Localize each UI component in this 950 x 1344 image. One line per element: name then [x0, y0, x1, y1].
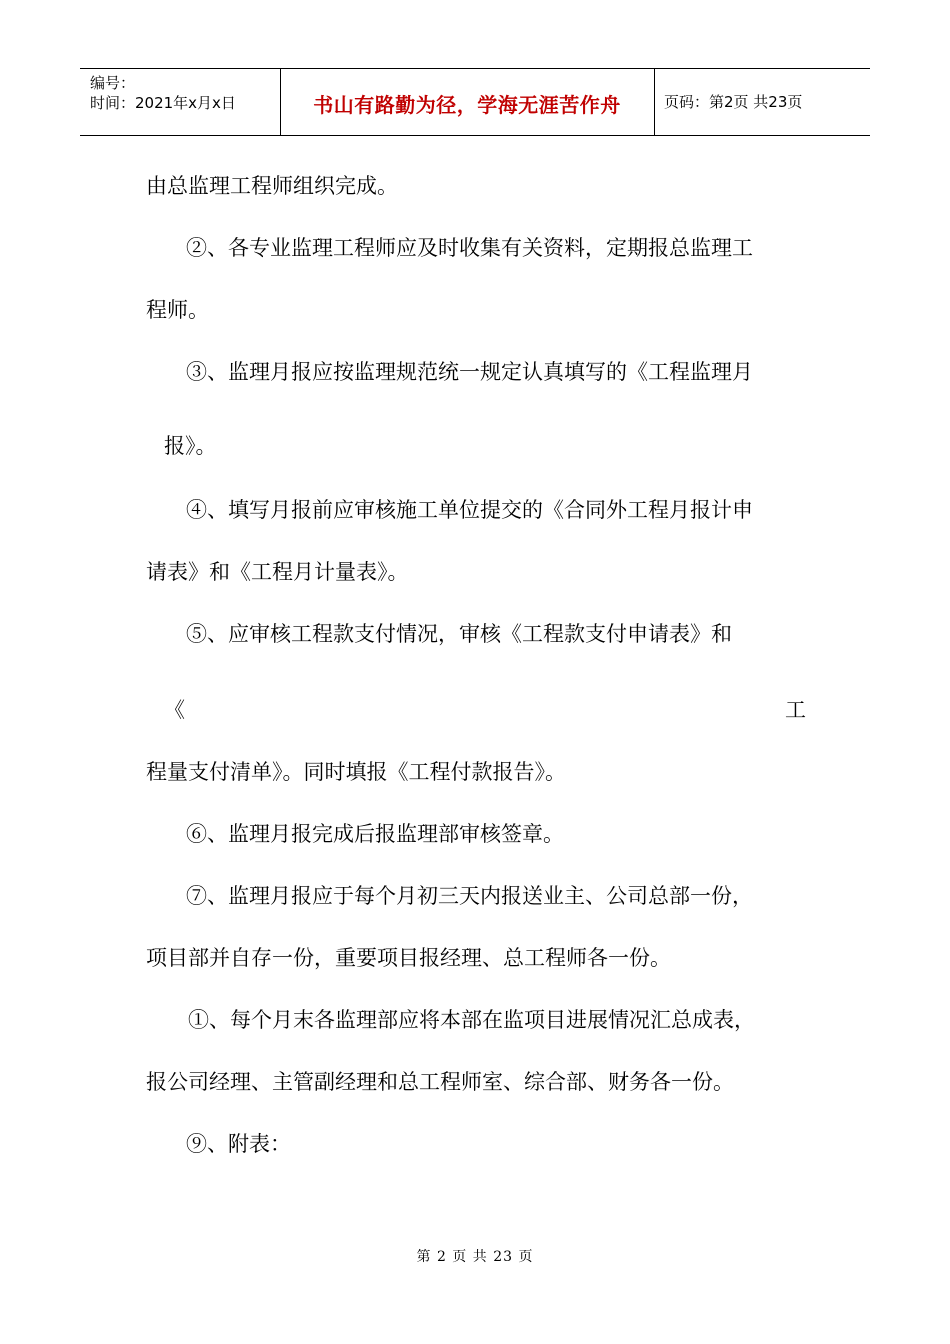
body-line: ⑤、应审核工程款支付情况，审核《工程款支付申请表》和 — [186, 622, 732, 646]
body-line: 由总监理工程师组织完成。 — [146, 174, 398, 198]
body-line: 项目部并自存一份，重要项目报经理、总工程师各一份。 — [146, 946, 671, 970]
body-line: 请表》和《工程月计量表》。 — [146, 560, 409, 584]
document-time-label: 时间：2021年x月x日 — [90, 94, 236, 112]
document-number-label: 编号： — [90, 74, 136, 92]
split-line-left: 《 — [164, 698, 185, 722]
header-meta — [90, 73, 236, 113]
body-line: ①、每个月末各监理部应将本部在监项目进展情况汇总成表， — [188, 1008, 755, 1032]
header-motto: 书山有路勤为径，学海无涯苦作舟 — [313, 93, 621, 117]
page-header — [80, 68, 870, 136]
body-line: ⑥、监理月报完成后报监理部审核签章。 — [186, 822, 564, 846]
split-body-line — [146, 696, 806, 724]
page-footer: 第 2 页 共 23 页 — [416, 1249, 534, 1265]
body-line: ②、各专业监理工程师应及时收集有关资料，定期报总监理工 — [186, 236, 753, 260]
header-page-info: 页码：第2页 共23页 — [664, 93, 803, 111]
split-line-right: 工 — [785, 698, 806, 722]
body-line: 程量支付清单》。同时填报《工程付款报告》。 — [146, 760, 566, 784]
body-line: ③、监理月报应按监理规范统一规定认真填写的《工程监理月 — [186, 360, 753, 384]
body-line: ⑦、监理月报应于每个月初三天内报送业主、公司总部一份， — [186, 884, 753, 908]
body-line: 报公司经理、主管副经理和总工程师室、综合部、财务各一份。 — [146, 1070, 734, 1094]
body-line: ⑨、附表： — [186, 1132, 291, 1156]
body-line: 程师。 — [146, 298, 209, 322]
header-divider — [654, 69, 655, 135]
body-line: ④、填写月报前应审核施工单位提交的《合同外工程月报计申 — [186, 498, 753, 522]
body-line: 报》。 — [164, 434, 217, 458]
